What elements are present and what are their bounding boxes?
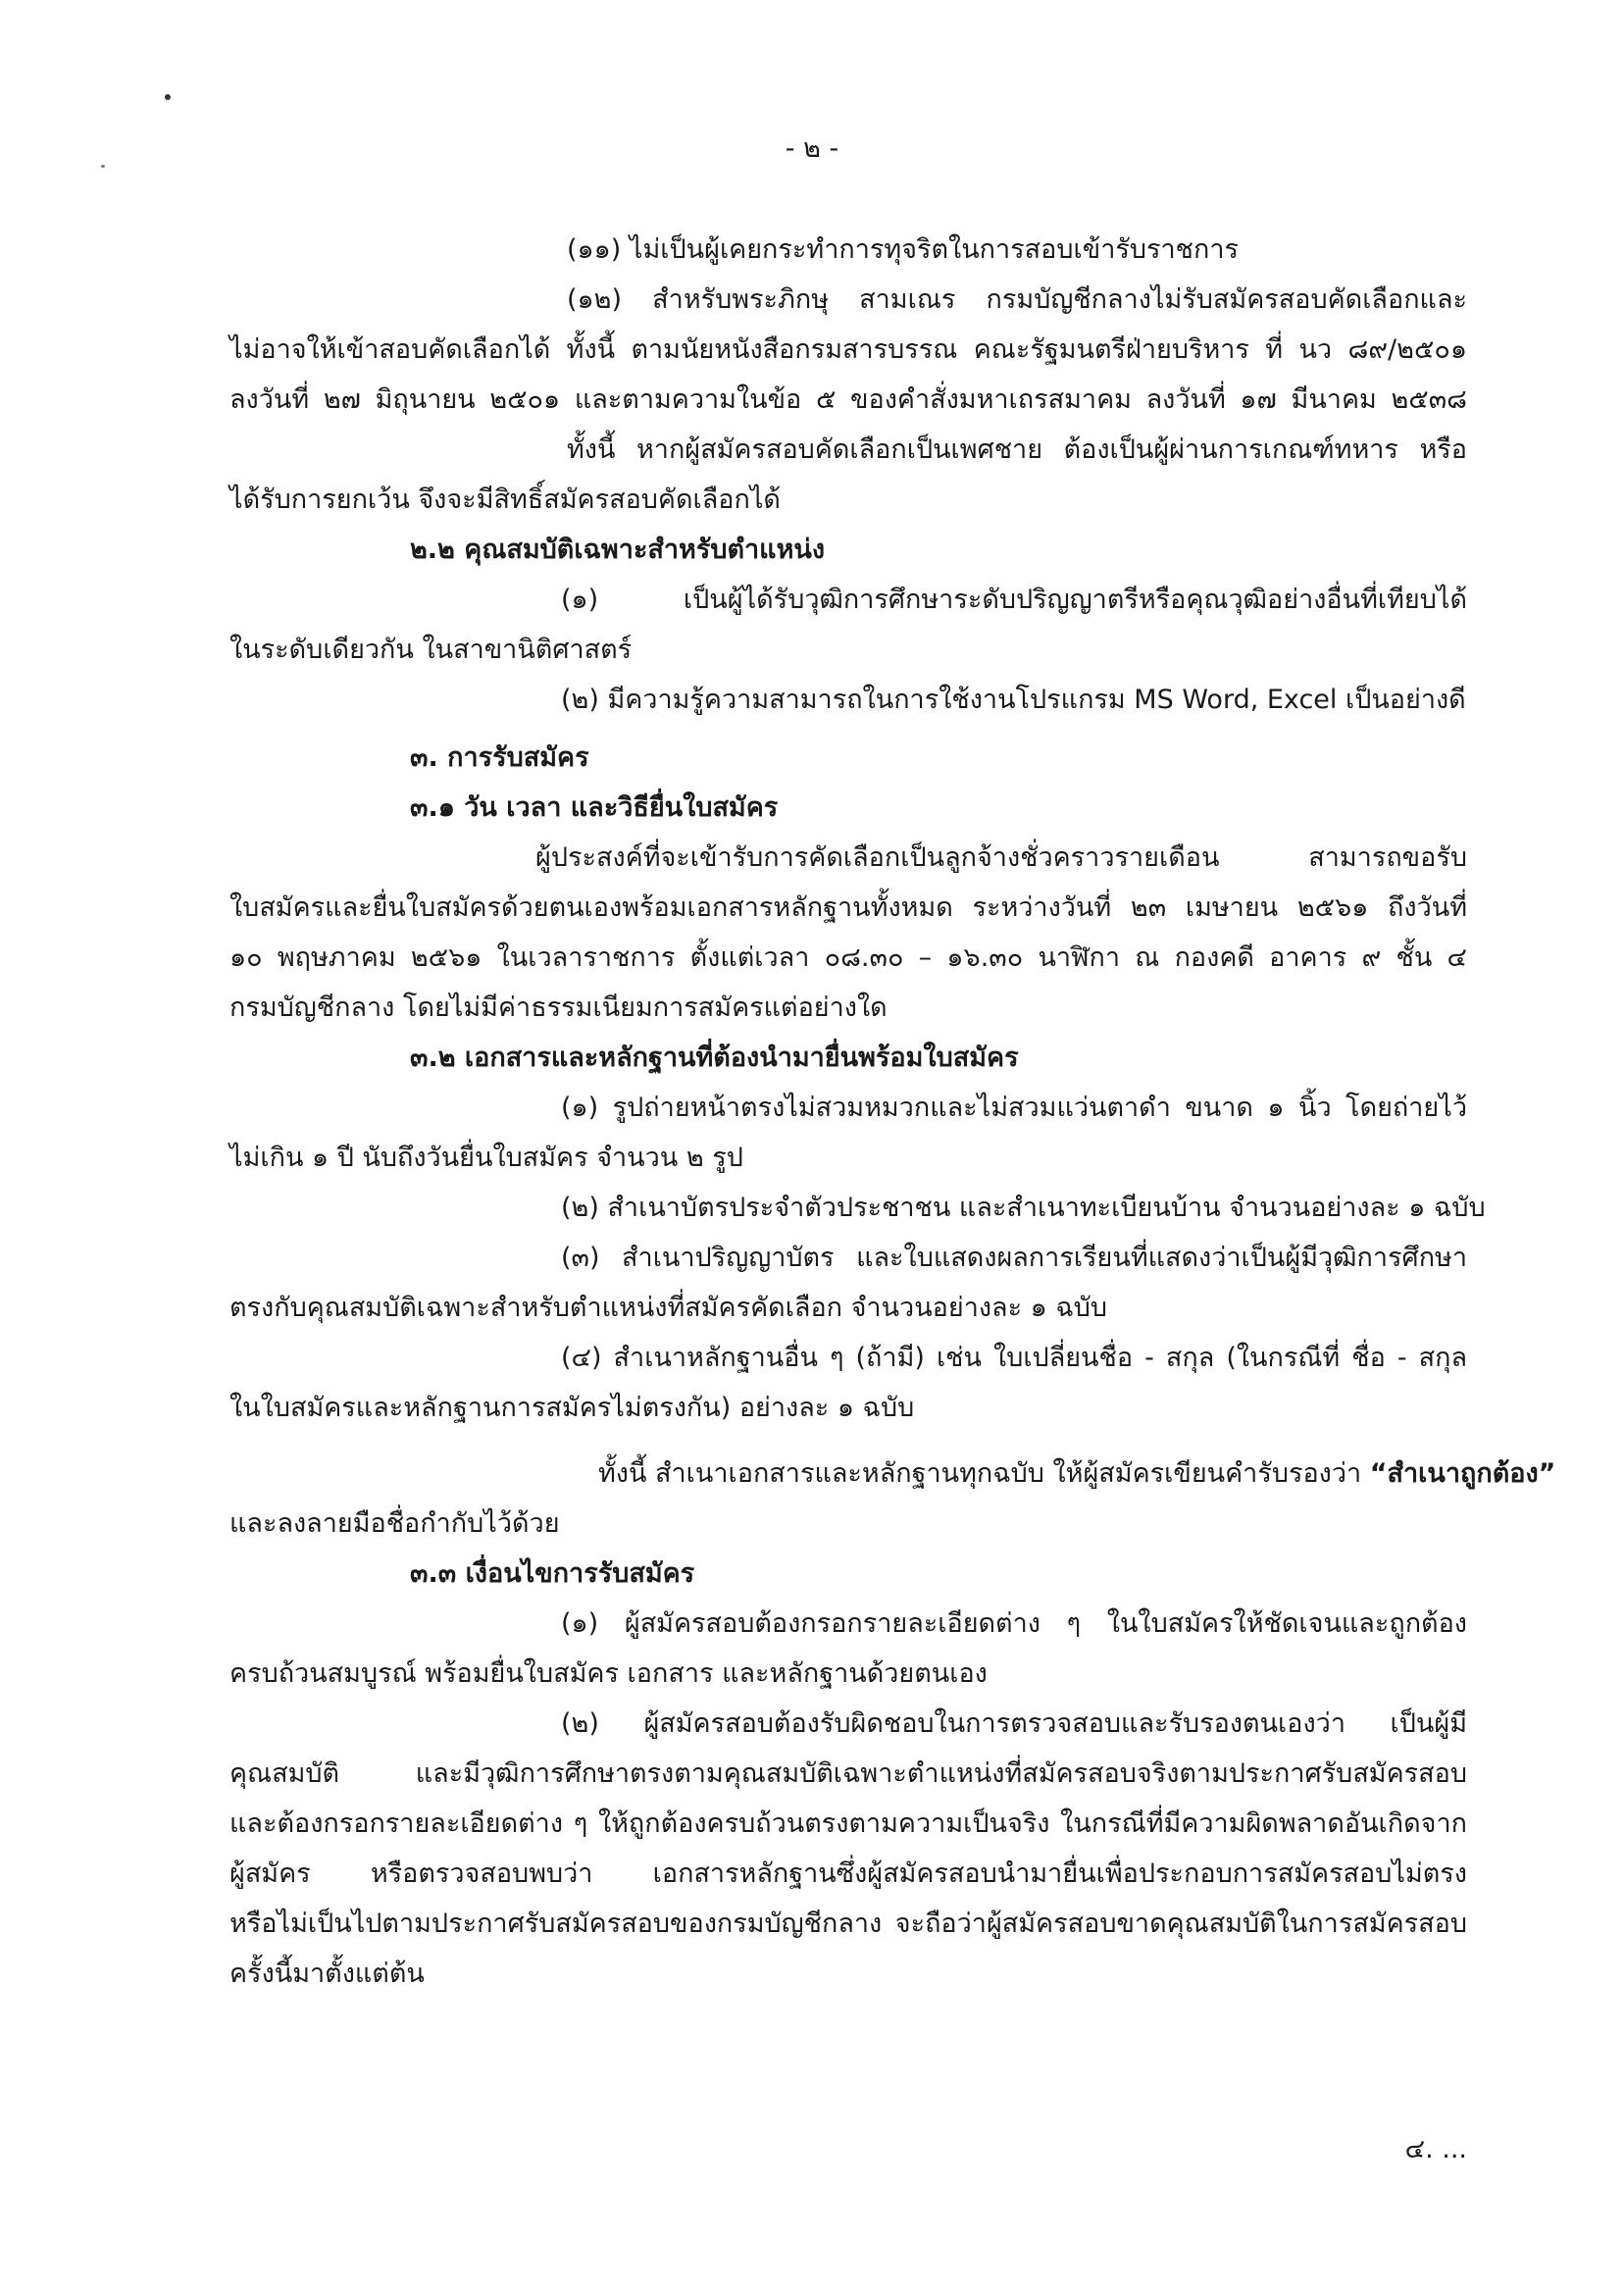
section-heading: ๓.๒ เอกสารและหลักฐานที่ต้องนำมายื่นพร้อมใบสมัคร <box>410 1043 1019 1073</box>
paragraph-line: ไม่อาจให้เข้าสอบคัดเลือกได้ ทั้งนี้ ตามนัยหนังสือกรมสารบรรณ คณะรัฐมนตรีฝ่ายบริหาร ที่ นว ๘๙/๒๕๐๑ <box>229 334 1467 365</box>
page-number: - ๒ - <box>785 133 839 164</box>
section-heading: ๓. การรับสมัคร <box>410 742 589 773</box>
paragraph-line: กรมบัญชีกลาง โดยไม่มีค่าธรรมเนียมการสมัครแต่อย่างใด <box>229 992 888 1023</box>
paragraph-line: ได้รับการยกเว้น จึงจะมีสิทธิ์สมัครสอบคัดเลือกได้ <box>229 484 781 515</box>
continuation-marker: ๔. ... <box>1404 2134 1467 2164</box>
paragraph-line: (๒) สำเนาบัตรประจำตัวประชาชน และสำเนาทะเบียนบ้าน จำนวนอย่างละ ๑ ฉบับ <box>561 1193 1486 1223</box>
scan-speck <box>165 94 171 100</box>
paragraph-line <box>598 1450 1556 1499</box>
paragraph-line: ในใบสมัครและหลักฐานการสมัครไม่ตรงกัน) อย่างละ ๑ ฉบับ <box>229 1393 915 1423</box>
paragraph-line: คุณสมบัติ และมีวุฒิการศึกษาตรงตามคุณสมบัติเฉพาะตำแหน่งที่สมัครสอบจริงตามประกาศรับสมัครสอบ <box>229 1758 1467 1789</box>
paragraph-line: (๑๒) สำหรับพระภิกษุ สามเณร กรมบัญชีกลางไม่รับสมัครสอบคัดเลือกและ <box>567 284 1467 315</box>
certification-text: ทั้งนี้ สำเนาเอกสารและหลักฐานทุกฉบับ ให้ผู้สมัครเขียนคำรับรองว่า <box>598 1458 1362 1489</box>
paragraph-line: ทั้งนี้ หากผู้สมัครสอบคัดเลือกเป็นเพศชาย ต้องเป็นผู้ผ่านการเกณฑ์ทหาร หรือ <box>567 434 1467 465</box>
paragraph-line: ลงวันที่ ๒๗ มิถุนายน ๒๕๐๑ และตามความในข้อ ๕ ของคำสั่งมหาเถรสมาคม ลงวันที่ ๑๗ มีนาคม ๒๕๓๘ <box>229 384 1467 415</box>
paragraph-line: ผู้ประสงค์ที่จะเข้ารับการคัดเลือกเป็นลูกจ้างชั่วคราวรายเดือน สามารถขอรับ <box>535 842 1467 873</box>
paragraph-line: (๑) ผู้สมัครสอบต้องกรอกรายละเอียดต่าง ๆ ในใบสมัครให้ชัดเจนและถูกต้อง <box>561 1608 1467 1639</box>
paragraph-line: และลงลายมือชื่อกำกับไว้ด้วย <box>229 1508 560 1539</box>
paragraph-line: ไม่เกิน ๑ ปี นับถึงวันยื่นใบสมัคร จำนวน ๒ รูป <box>229 1143 743 1173</box>
paragraph-line: (๓) สำเนาปริญญาบัตร และใบแสดงผลการเรียนที่แสดงว่าเป็นผู้มีวุฒิการศึกษา <box>561 1243 1467 1273</box>
paragraph-line: ใบสมัครและยื่นใบสมัครด้วยตนเองพร้อมเอกสารหลักฐานทั้งหมด ระหว่างวันที่ ๒๓ เมษายน ๒๕๖๑ ถึงวันที่ <box>229 892 1467 923</box>
paragraph-line: ในระดับเดียวกัน ในสาขานิติศาสตร์ <box>229 635 633 665</box>
paragraph-line: หรือไม่เป็นไปตามประกาศรับสมัครสอบของกรมบัญชีกลาง จะถือว่าผู้สมัครสอบขาดคุณสมบัติในการสมัครสอบ <box>229 1908 1467 1939</box>
paragraph-line: ผู้สมัคร หรือตรวจสอบพบว่า เอกสารหลักฐานซึ่งผู้สมัครสอบนำมายื่นเพื่อประกอบการสมัครสอบไม่ตรง <box>229 1858 1467 1889</box>
paragraph-line: (๒) ผู้สมัครสอบต้องรับผิดชอบในการตรวจสอบและรับรองตนเองว่า เป็นผู้มี <box>561 1708 1467 1739</box>
paragraph-line: (๑) รูปถ่ายหน้าตรงไม่สวมหมวกและไม่สวมแว่นตาดำ ขนาด ๑ นิ้ว โดยถ่ายไว้ <box>561 1093 1467 1123</box>
certification-phrase: “สำเนาถูกต้อง” <box>1369 1458 1556 1489</box>
paragraph-line: (๑) เป็นผู้ได้รับวุฒิการศึกษาระดับปริญญาตรีหรือคุณวุฒิอย่างอื่นที่เทียบได้ <box>561 585 1467 615</box>
paragraph-line: ครั้งนี้มาตั้งแต่ต้น <box>229 1959 425 1989</box>
paragraph-line: ตรงกับคุณสมบัติเฉพาะสำหรับตำแหน่งที่สมัครคัดเลือก จำนวนอย่างละ ๑ ฉบับ <box>229 1293 1108 1323</box>
section-heading: ๒.๒ คุณสมบัติเฉพาะสำหรับตำแหน่ง <box>410 534 826 565</box>
section-heading: ๓.๓ เงื่อนไขการรับสมัคร <box>410 1558 695 1589</box>
paragraph-line: (๑๑) ไม่เป็นผู้เคยกระทำการทุจริตในการสอบเข้ารับราชการ <box>567 234 1240 265</box>
paragraph-line: (๔) สำเนาหลักฐานอื่น ๆ (ถ้ามี) เช่น ใบเปลี่ยนชื่อ - สกุล (ในกรณีที่ ชื่อ - สกุล <box>561 1343 1467 1373</box>
section-heading: ๓.๑ วัน เวลา และวิธียื่นใบสมัคร <box>410 792 779 823</box>
paragraph-line: ครบถ้วนสมบูรณ์ พร้อมยื่นใบสมัคร เอกสาร และหลักฐานด้วยตนเอง <box>229 1658 988 1689</box>
paragraph-line: (๒) มีความรู้ความสามารถในการใช้งานโปรแกรม MS Word, Excel เป็นอย่างดี <box>561 685 1466 715</box>
paragraph-line: ๑๐ พฤษภาคม ๒๕๖๑ ในเวลาราชการ ตั้งแต่เวลา ๐๘.๓๐ – ๑๖.๓๐ นาฬิกา ณ กองคดี อาคาร ๙ ชั้น ๔ <box>229 942 1467 973</box>
paragraph-line: และต้องกรอกรายละเอียดต่าง ๆ ให้ถูกต้องครบถ้วนตรงตามความเป็นจริง ในกรณีที่มีความผิดพลาดอันเกิดจาก <box>229 1808 1467 1839</box>
